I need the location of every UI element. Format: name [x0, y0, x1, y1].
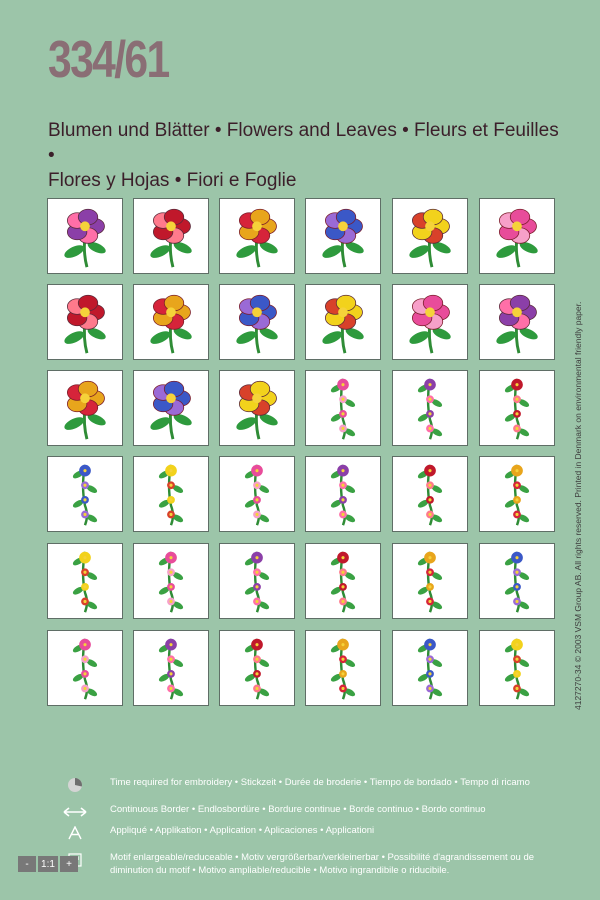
design-green-scroll-border[interactable]: [392, 543, 468, 619]
legend-row-resize: [60, 851, 570, 877]
design-floral-border-vertical[interactable]: [219, 198, 295, 274]
design-white-alpine-flower[interactable]: [479, 630, 555, 706]
design-orange-rose[interactable]: [47, 370, 123, 446]
design-tulip-red[interactable]: [392, 198, 468, 274]
legend-text-time: Time required for embroidery • Stickzeit • Durée de broderie • Tiempo de bordado • Tempo di ricamo: [110, 777, 530, 788]
design-leaf-branch[interactable]: [133, 543, 209, 619]
design-pink-flower-stem[interactable]: [47, 284, 123, 360]
design-pansy-stem-2[interactable]: [133, 198, 209, 274]
catalog-code: 334/61: [48, 31, 169, 89]
design-blue-scroll-border[interactable]: [479, 543, 555, 619]
design-purple-floral-border[interactable]: [392, 456, 468, 532]
design-bluebell[interactable]: [47, 630, 123, 706]
applique-a-icon: [60, 824, 90, 842]
design-red-lily[interactable]: [133, 370, 209, 446]
design-alpine-bouquet[interactable]: [219, 630, 295, 706]
design-yellow-rose-bud[interactable]: [479, 284, 555, 360]
title-line-1: Blumen und Blätter • Flowers and Leaves • Fleurs et Feuilles •: [48, 120, 559, 166]
copyright-text: 4127270-34 © 2003 VSM Group AB. All rights reserved. Printed in Denmark on environmental friendly paper.: [573, 301, 583, 710]
design-pansy-stem[interactable]: [47, 198, 123, 274]
design-pink-vine-border[interactable]: [219, 456, 295, 532]
design-poppy-border[interactable]: [479, 370, 555, 446]
legend-row-border: [60, 803, 570, 821]
zoom-plus-icon: +: [60, 856, 78, 872]
page-title: [48, 118, 568, 193]
design-yellow-primrose[interactable]: [133, 630, 209, 706]
zoom-ratio: 1:1: [38, 856, 58, 872]
design-green-leaf-vine[interactable]: [219, 543, 295, 619]
design-purple-flower-border[interactable]: [305, 370, 381, 446]
design-floral-wreath-border[interactable]: [305, 198, 381, 274]
zoom-minus-icon: -: [18, 856, 36, 872]
design-pansy-pink-blue[interactable]: [219, 284, 295, 360]
legend-row-time: [60, 776, 570, 794]
title-line-2: Flores y Hojas • Fiori e Foglie: [48, 170, 297, 191]
design-edelweiss-bouquet[interactable]: [305, 630, 381, 706]
design-daisy-border[interactable]: [392, 370, 468, 446]
design-ivy-border[interactable]: [305, 543, 381, 619]
legend-text-applique: Appliqué • Applikation • Application • Aplicaciones • Applicationi: [110, 825, 375, 836]
design-pansy-yellow-red[interactable]: [133, 284, 209, 360]
design-red-tulip-leaves[interactable]: [219, 370, 295, 446]
design-blue-flower-border[interactable]: [133, 456, 209, 532]
design-silver-thistle[interactable]: [392, 284, 468, 360]
zoom-indicator: [18, 856, 78, 872]
legend-row-applique: [60, 824, 570, 842]
legend-text-border: Continuous Border • Endlosbordüre • Bordure continue • Borde continuo • Bordo continuo: [110, 804, 486, 815]
clock-pie-icon: [60, 776, 90, 794]
design-orange-flower-stem[interactable]: [47, 543, 123, 619]
design-small-edelweiss[interactable]: [392, 630, 468, 706]
design-thistle-border[interactable]: [47, 456, 123, 532]
double-arrow-icon: [60, 803, 90, 821]
legend-text-resize: Motif enlargeable/reduceable • Motiv vergrößerbar/verkleinerbar • Possibilité d'agrandissement ou de diminution du motif • Motivo ampliable/reducible • Motivo ingrandibile o riducibile.: [110, 852, 535, 876]
design-edelweiss[interactable]: [305, 284, 381, 360]
design-blue-star-border[interactable]: [479, 456, 555, 532]
design-white-flower-border[interactable]: [305, 456, 381, 532]
design-rose-pink[interactable]: [479, 198, 555, 274]
